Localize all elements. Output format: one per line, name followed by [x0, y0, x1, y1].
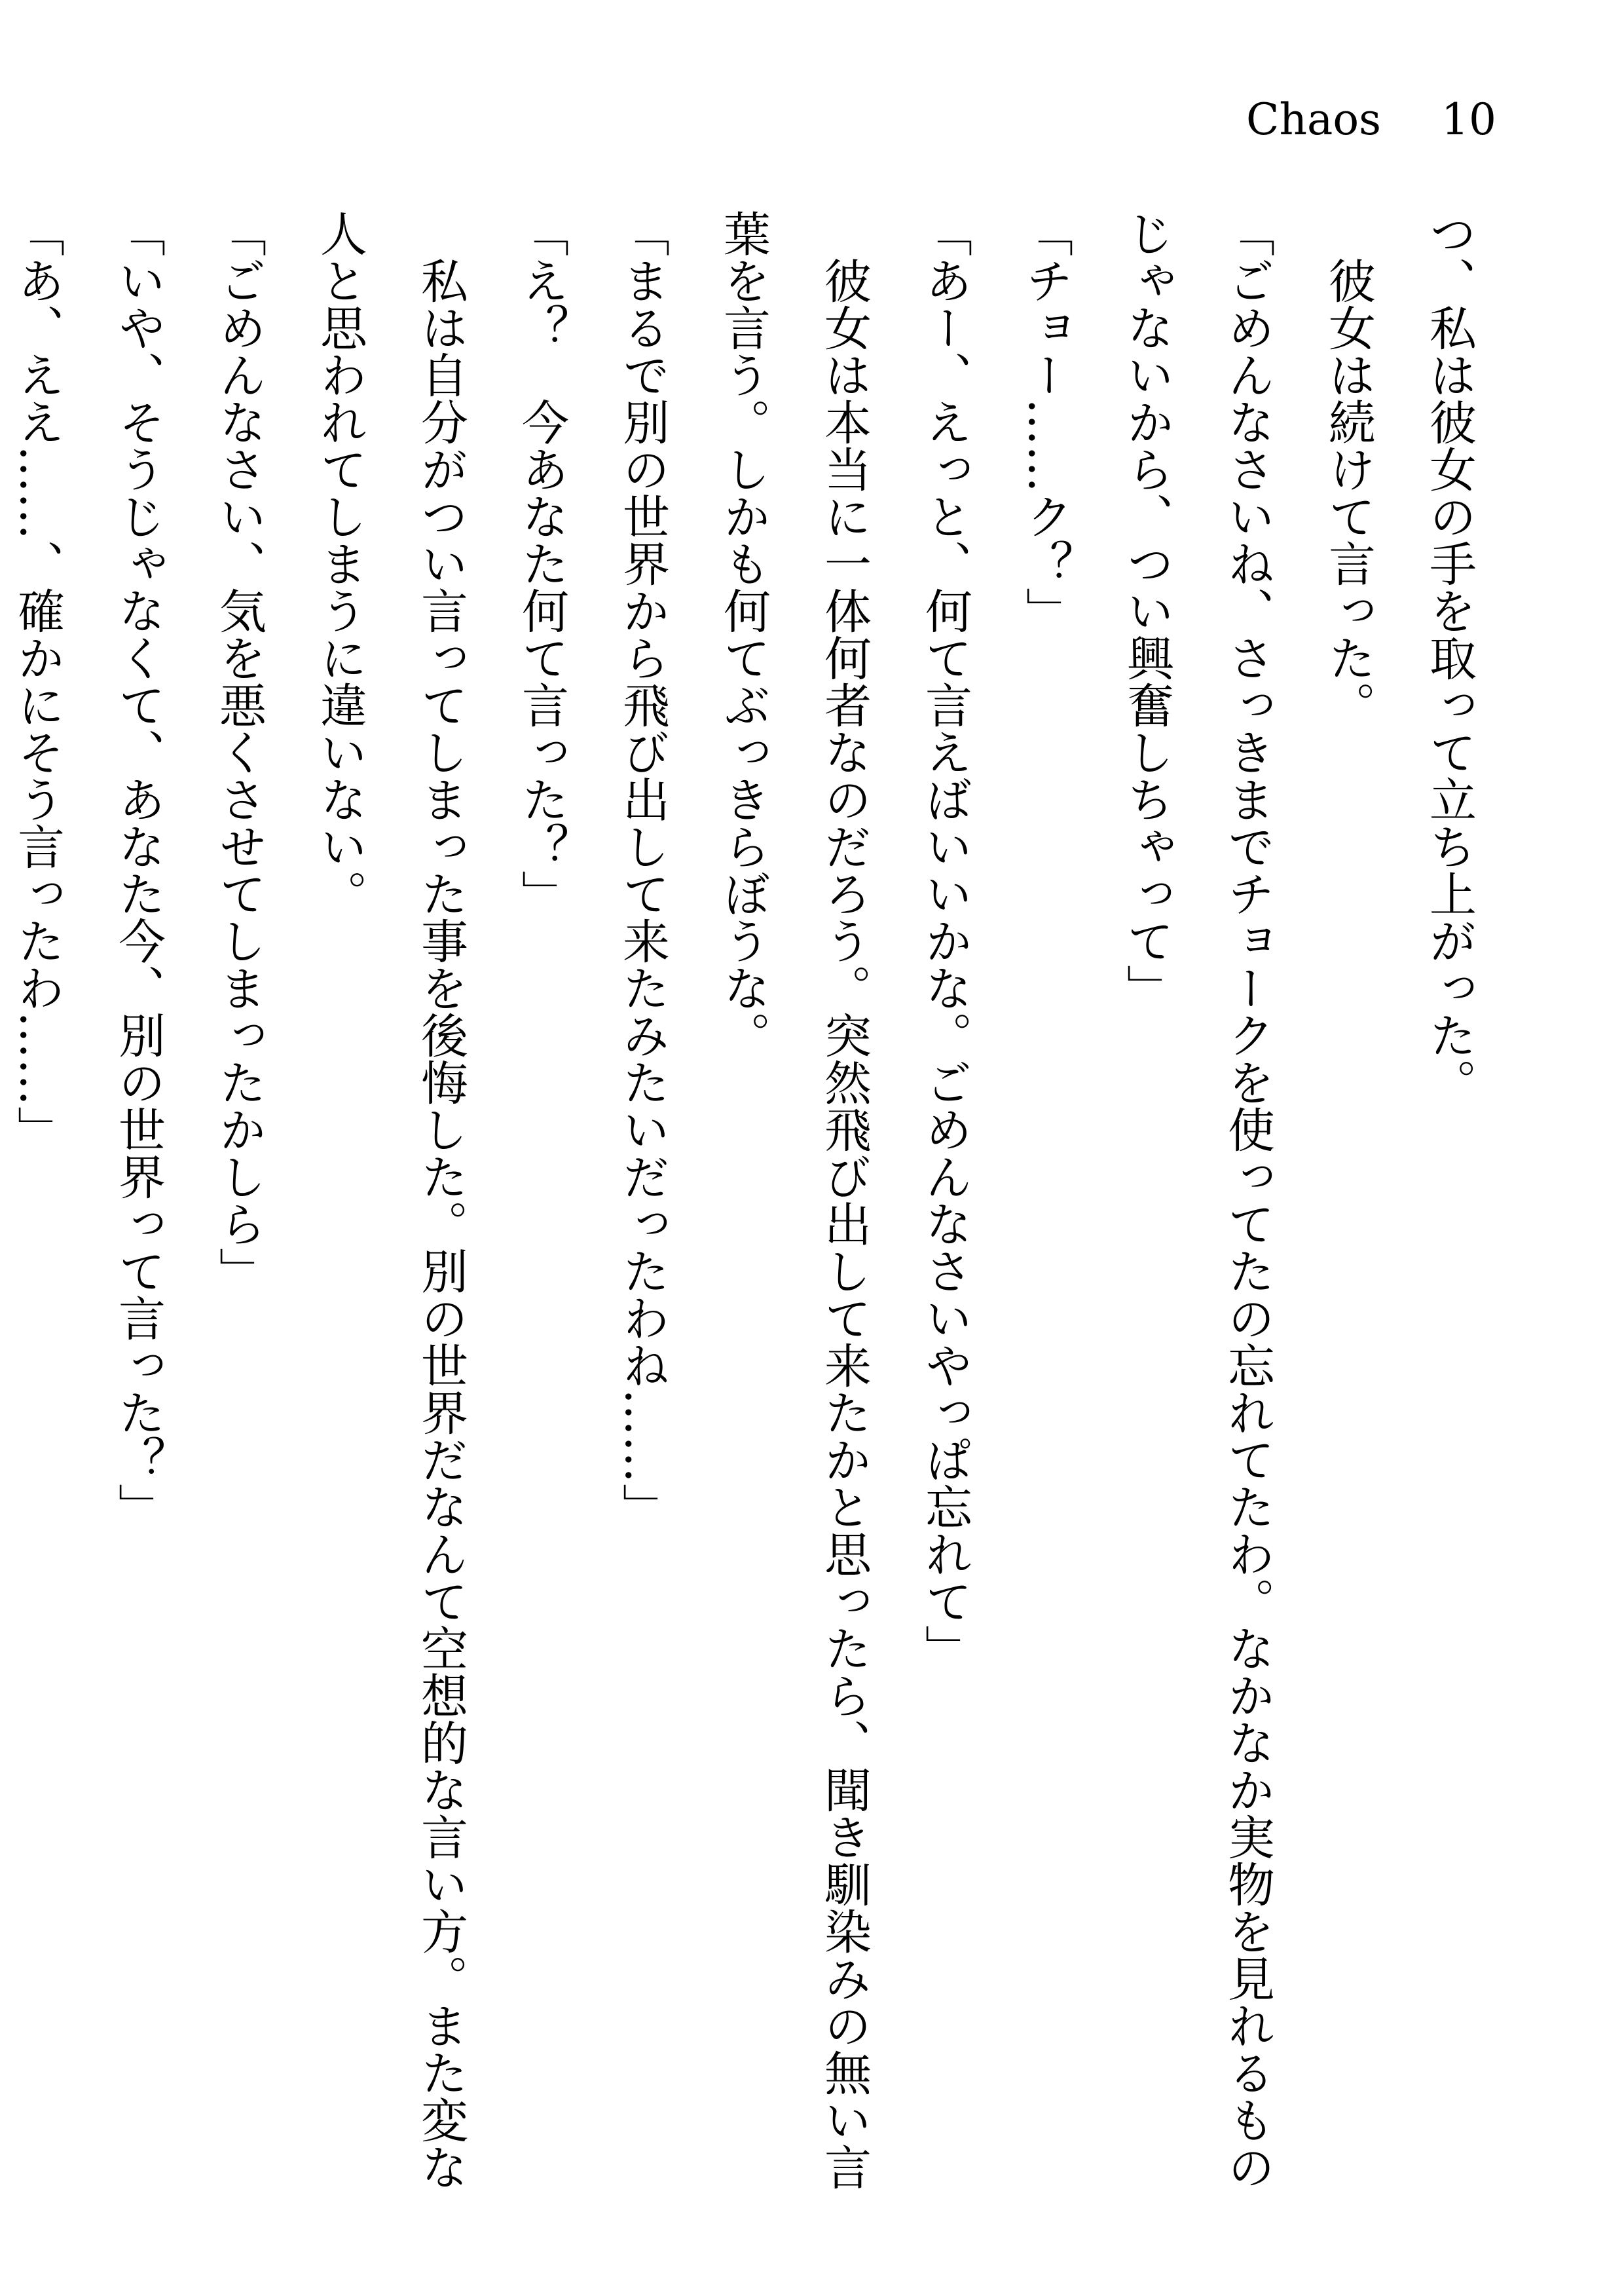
text-line: 「あ、ええ……、確かにそう言ったわ……」	[10, 210, 65, 1153]
text-line: 葉を言う。しかも何てぶっきらぼうな。	[716, 210, 771, 1059]
text-line: 人と思われてしまうに違いない。	[312, 210, 367, 917]
text-line: 「ごめんなさいね、さっきまでチョークを使ってたの忘れてたわ。なかなか実物を見れるもの	[1220, 210, 1275, 2190]
text-line: 「まるで別の世界から飛び出して来たみたいだったわね……」	[615, 210, 670, 1530]
text-line: 彼女は本当に一体何者なのだろう。突然飛び出して来たかと思ったら、聞き馴染みの無い言	[817, 210, 872, 2190]
text-line: 「いや、そうじゃなくて、あなた今、別の世界って言った？」	[111, 210, 166, 1530]
text-line: つ、私は彼女の手を取って立ち上がった。	[1422, 210, 1477, 1106]
text-line: じゃないから、つい興奮しちゃって」	[1119, 210, 1174, 1011]
running-head-title: Chaos	[1246, 94, 1382, 145]
page-number: 10	[1441, 94, 1496, 145]
text-line: 「チョー……ク？」	[1018, 210, 1073, 634]
text-line: 「え？ 今あなた何て言った？」	[514, 210, 569, 917]
vertical-body-text	[0, 210, 1500, 2190]
running-head	[1246, 94, 1496, 145]
text-line: 私は自分がつい言ってしまった事を後悔した。別の世界だなんて空想的な言い方。また変な	[413, 210, 468, 2190]
text-line: 「ごめんなさい、気を悪くさせてしまったかしら」	[212, 210, 267, 1294]
text-line: 彼女は続けて言った。	[1321, 210, 1376, 728]
text-line: 「あー、えっと、何て言えばいいかな。ごめんなさいやっぱ忘れて」	[917, 210, 972, 1672]
